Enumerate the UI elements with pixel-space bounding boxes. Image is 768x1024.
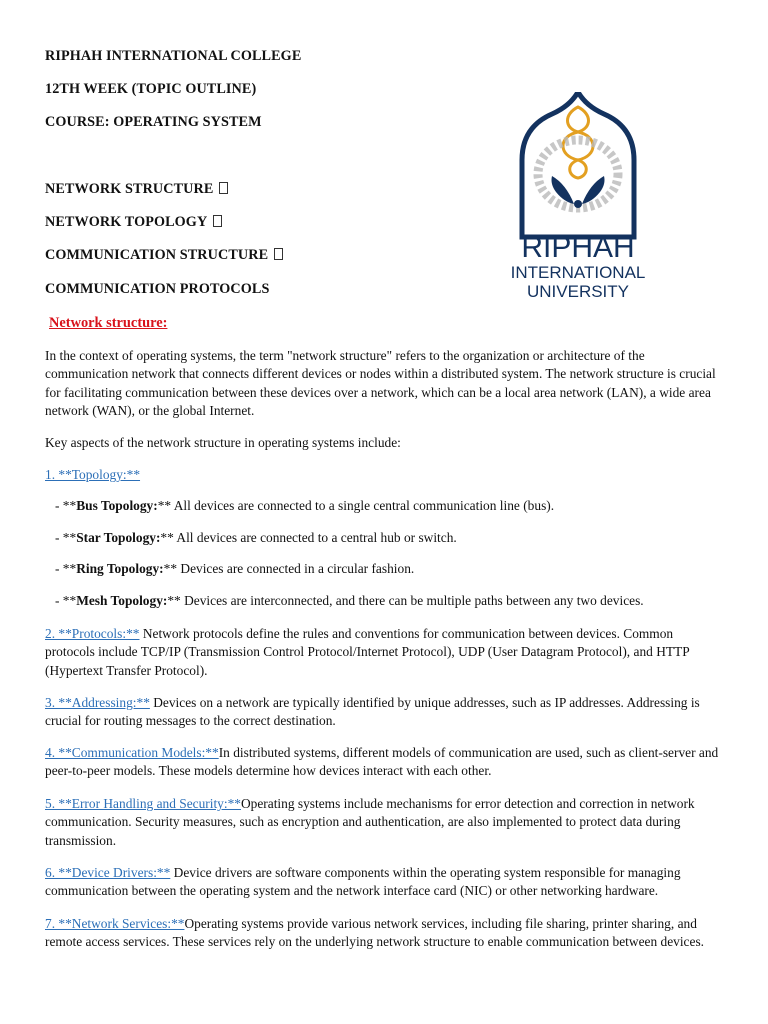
topic-item: NETWORK STRUCTURE — [45, 181, 228, 198]
topology-item: - **Bus Topology:** All devices are connected to a single central communication line (bus). — [55, 498, 555, 513]
checkbox-glyph-icon — [219, 182, 228, 194]
week-title: 12TH WEEK (TOPIC OUTLINE) — [45, 81, 257, 97]
logo-line2: INTERNATIONAL — [510, 263, 646, 282]
intro-paragraph: In the context of operating systems, the term "network structure" refers to the organization or architecture of the communication network that connects different devices or nodes within a distributed system. The network structure is crucial for facilitating communication between these devices over a network, which can be a local area network (LAN), a wide area network (WAN), or the global Internet. — [45, 348, 716, 418]
checkbox-glyph-icon — [213, 215, 222, 227]
riphah-university-logo — [500, 92, 660, 302]
course-title: COURSE: OPERATING SYSTEM — [45, 114, 262, 130]
protocols-section: 2. **Protocols:** Network protocols define the rules and conventions for communication between devices. Common protocols include TCP/IP (Transmission Control Protocol/Internet Protocol), UDP (User Datagram Protocol), and HTTP (Hypertext Transfer Protocol). — [45, 626, 690, 678]
key-aspects-text: Key aspects of the network structure in operating systems include: — [45, 435, 401, 450]
logo-line1: RIPHAH — [521, 231, 635, 264]
topology-item: - **Star Topology:** All devices are connected to a central hub or switch. — [55, 530, 457, 545]
topic-item: NETWORK TOPOLOGY — [45, 214, 222, 231]
logo-line3: UNIVERSITY — [526, 282, 630, 301]
topology-item: - **Ring Topology:** Devices are connected in a circular fashion. — [55, 561, 415, 576]
device-drivers-section: 6. **Device Drivers:** Device drivers are software components within the operating system responsible for managing communication between the operating system and the network interface card (NIC) or other networking hardware. — [45, 865, 681, 899]
logo-emblem-icon — [538, 107, 618, 208]
topic-item: COMMUNICATION STRUCTURE — [45, 247, 283, 264]
checkbox-glyph-icon — [274, 248, 283, 260]
topic-item: COMMUNICATION PROTOCOLS — [45, 281, 270, 297]
addressing-section: 3. **Addressing:** Devices on a network are typically identified by unique addresses, such as IP addresses. Addressing is crucial for routing messages to the correct destination. — [45, 695, 700, 729]
communication-models-section: 4. **Communication Models:**In distributed systems, different models of communication are used, such as client-server and peer-to-peer models. These models determine how devices interact with each other. — [45, 745, 719, 779]
network-services-section: 7. **Network Services:**Operating systems provide various network services, including file sharing, printer sharing, and remote access services. These services rely on the underlying network structure to enable communication between devices. — [45, 916, 704, 950]
error-handling-section: 5. **Error Handling and Security:**Operating systems include mechanisms for error detection and correction in network communication. Security measures, such as encryption and authentication, are also implemented to protect data during transmission. — [45, 796, 695, 848]
topology-heading: 1. **Topology:** — [45, 467, 141, 482]
logo-arch-shape — [522, 92, 634, 237]
topology-item: - **Mesh Topology:** Devices are interconnected, and there can be multiple paths between any two devices. — [55, 593, 644, 608]
college-title: RIPHAH INTERNATIONAL COLLEGE — [45, 48, 302, 64]
section-title: Network structure: — [49, 315, 168, 331]
